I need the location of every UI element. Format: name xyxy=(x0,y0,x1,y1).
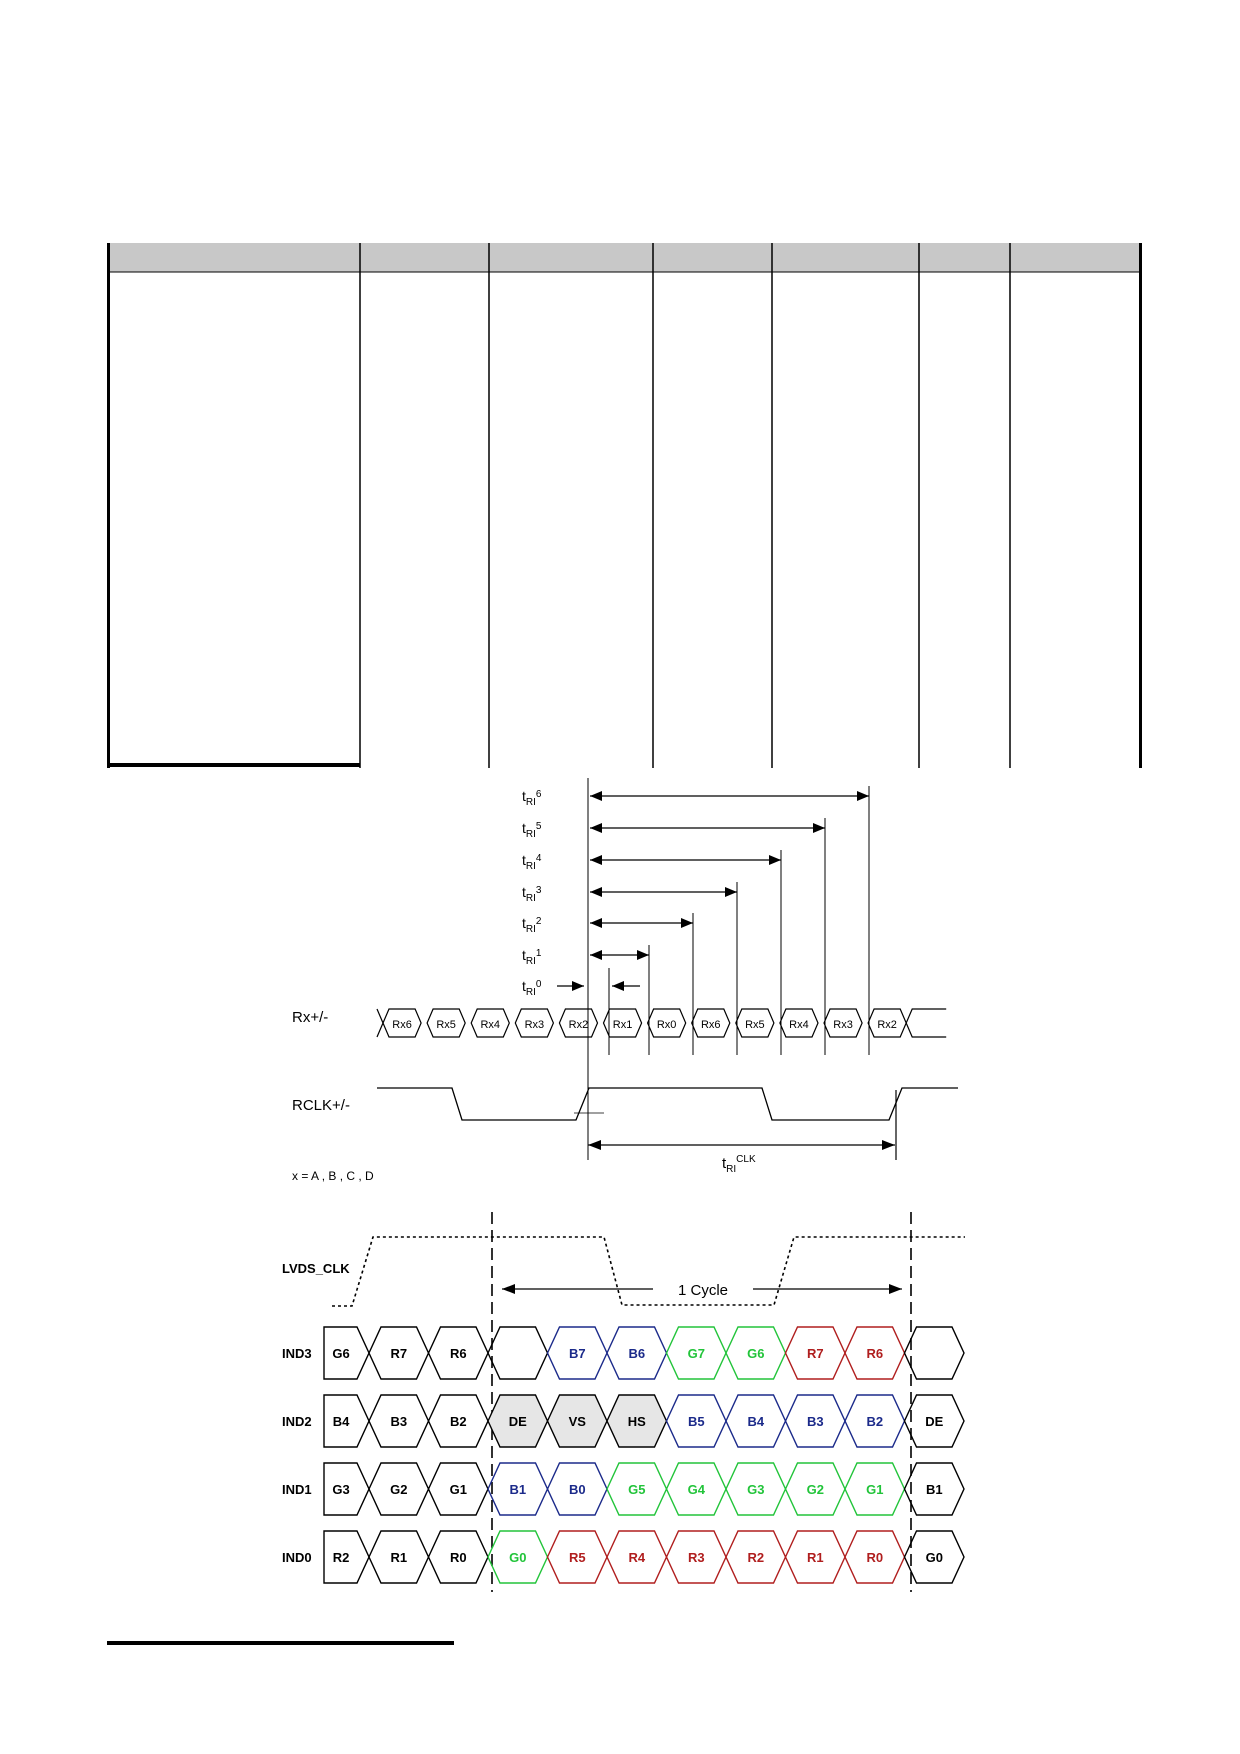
tri-label: $t_{RI}^2$ xyxy=(522,915,542,935)
rclk-waveform xyxy=(377,1088,958,1120)
lane-name: IND3 xyxy=(282,1346,312,1361)
lane-cell-label: G1 xyxy=(866,1482,884,1497)
tri-label: $t_{RI}^1$ xyxy=(522,947,542,967)
lane-cell xyxy=(905,1327,965,1379)
tri-labels xyxy=(522,788,542,998)
lane-cell-label: R0 xyxy=(449,1550,467,1565)
lane-cell-label: G1 xyxy=(449,1482,467,1497)
arrow-head xyxy=(590,887,602,897)
triclk-arrow xyxy=(588,1090,896,1160)
lane-cell-label: VS xyxy=(568,1414,586,1429)
rx-slot-label: Rx0 xyxy=(656,1019,677,1031)
tri-arrows xyxy=(557,791,869,991)
lane-cell-label: G4 xyxy=(687,1482,705,1497)
lane-cell-label: B7 xyxy=(568,1346,586,1361)
lane-cell-label: B4 xyxy=(332,1414,350,1429)
arrow-head xyxy=(590,855,602,865)
rx-signal-label: Rx+/- xyxy=(292,1009,329,1026)
lane-cell-label: B1 xyxy=(509,1482,527,1497)
tri-vertical-lines xyxy=(588,778,869,1160)
rx-bus-tail xyxy=(906,1009,946,1023)
lane-cell-label: G0 xyxy=(925,1550,943,1565)
rx-bus-edge xyxy=(377,1009,383,1037)
rx-slot-label: Rx1 xyxy=(612,1019,633,1031)
lane-cell-label: R0 xyxy=(866,1550,884,1565)
lane-cell-label: R7 xyxy=(806,1346,824,1361)
arrow-head xyxy=(572,981,584,991)
tri-label: $t_{RI}^6$ xyxy=(522,788,542,808)
rclk-label: RCLK+/- xyxy=(292,1097,350,1114)
lane-cell-label: R1 xyxy=(390,1550,408,1565)
rx-slot-label: Rx5 xyxy=(436,1019,456,1031)
lane-name: IND2 xyxy=(282,1414,312,1429)
lvds-mapping-diagram xyxy=(282,1212,965,1592)
lane-cell-label: G5 xyxy=(628,1482,646,1497)
lane-cell-label: B1 xyxy=(925,1482,943,1497)
lane-cell-label: DE xyxy=(925,1414,944,1429)
rx-slot-label: Rx2 xyxy=(877,1019,897,1031)
lane-cell-label: B6 xyxy=(628,1346,646,1361)
rx-slot-label: Rx3 xyxy=(833,1019,853,1031)
rx-slot-label: Rx5 xyxy=(745,1019,765,1031)
lvds-clk-waveform xyxy=(332,1237,965,1306)
lvds-clk-label: LVDS_CLK xyxy=(282,1261,350,1276)
lane-cell-label: G3 xyxy=(332,1482,350,1497)
lane-cell-label: R4 xyxy=(628,1550,646,1565)
lane-cell-label: R2 xyxy=(332,1550,350,1565)
lane-name: IND1 xyxy=(282,1482,312,1497)
lane-cell-label: G6 xyxy=(747,1346,765,1361)
lane-cell-label: HS xyxy=(627,1414,646,1429)
arrow-head xyxy=(590,918,602,928)
arrow-head xyxy=(612,981,624,991)
lane-cell-label: R6 xyxy=(449,1346,467,1361)
lane-cell-label: G3 xyxy=(747,1482,765,1497)
lane-cell-label: G6 xyxy=(332,1346,350,1361)
lane-cell-label: B5 xyxy=(687,1414,705,1429)
arrow-head xyxy=(857,791,869,801)
lane-cell-label: R7 xyxy=(390,1346,408,1361)
arrow-head xyxy=(725,887,737,897)
lane-cell-label: G7 xyxy=(687,1346,705,1361)
rx-skew-diagram xyxy=(292,778,958,1183)
lane-cell-label: B2 xyxy=(866,1414,884,1429)
lane-cell-label: G0 xyxy=(509,1550,527,1565)
rx-slot-label: Rx2 xyxy=(568,1019,589,1031)
tri-label: $t_{RI}^4$ xyxy=(522,852,542,872)
lane-cell-label: R5 xyxy=(568,1550,586,1565)
lane-cell-label: G2 xyxy=(806,1482,824,1497)
lane-cell-label: R1 xyxy=(806,1550,824,1565)
lane-cell-label: B4 xyxy=(747,1414,765,1429)
arrow-head xyxy=(590,823,602,833)
arrow-head xyxy=(590,950,602,960)
rx-slot-label: Rx4 xyxy=(789,1019,809,1031)
lane-cell-label: R2 xyxy=(747,1550,765,1565)
triclk-label: $t_{RI}^{CLK}$ xyxy=(722,1154,756,1175)
lane-cell-label: B0 xyxy=(568,1482,586,1497)
rx-slot-label: Rx6 xyxy=(700,1019,721,1031)
lane-cell-label: B3 xyxy=(390,1414,408,1429)
lane-cell-label: R3 xyxy=(687,1550,705,1565)
arrow-head xyxy=(813,823,825,833)
lane-cell-label: DE xyxy=(508,1414,527,1429)
lane-cell-label: B2 xyxy=(449,1414,467,1429)
channel-note: x = A , B , C , D xyxy=(292,1169,374,1183)
lane-name: IND0 xyxy=(282,1550,312,1565)
arrow-head xyxy=(590,791,602,801)
lane-cell-label: B3 xyxy=(806,1414,824,1429)
lvds-lanes xyxy=(282,1327,964,1583)
tri-label: $t_{RI}^3$ xyxy=(522,884,542,904)
arrow-head xyxy=(681,918,693,928)
rx-slot-label: Rx4 xyxy=(480,1019,501,1031)
rx-slot-label: Rx6 xyxy=(392,1019,412,1031)
lane-cell-label: G2 xyxy=(390,1482,408,1497)
arrow-head xyxy=(769,855,781,865)
tri-label: $t_{RI}^0$ xyxy=(522,978,542,998)
rx-bus xyxy=(377,1009,946,1037)
rx-slot-label: Rx3 xyxy=(524,1019,545,1031)
lane-cell-label: R6 xyxy=(866,1346,884,1361)
tri-label: $t_{RI}^5$ xyxy=(522,820,542,840)
cycle-boundaries xyxy=(492,1212,911,1592)
footnote-rule xyxy=(107,1641,454,1645)
arrow-head xyxy=(637,950,649,960)
lane-cell xyxy=(488,1327,548,1379)
rx-bus-tail xyxy=(906,1023,946,1037)
cycle-label: 1 Cycle xyxy=(677,1282,729,1299)
